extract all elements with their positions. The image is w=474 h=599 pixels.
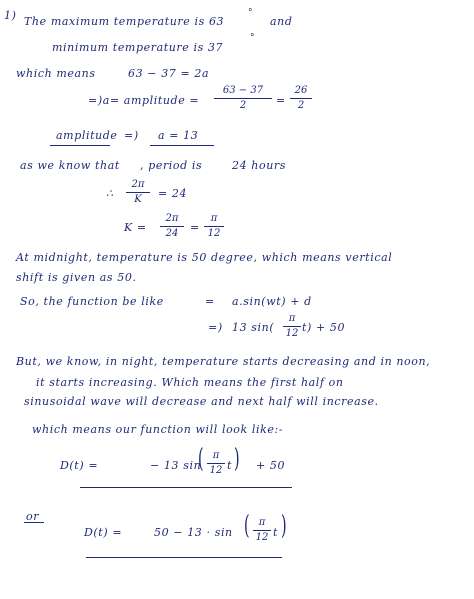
- open-paren-second: (: [244, 511, 250, 541]
- function-like-text: So, the function be like: [20, 295, 164, 308]
- period-is-text: , period is: [140, 159, 203, 172]
- fraction-2pi-over-24: 2π 24: [160, 214, 184, 239]
- general-sine-form: a.sin(wt) + d: [232, 295, 312, 308]
- equals-sign: =: [276, 94, 286, 107]
- arrow-implies-2: =): [208, 321, 223, 334]
- amplitude-label: amplitude: [56, 129, 118, 142]
- max-temperature-text: The maximum temperature is 63: [24, 15, 225, 28]
- midnight-text-line-2: shift is given as 50.: [16, 271, 137, 284]
- decreasing-text-line-2: it starts increasing. Which means the first half on: [36, 376, 344, 389]
- as-we-know-text: as we know that: [20, 159, 120, 172]
- k-equals: K =: [124, 221, 147, 234]
- fraction-63-minus-37-over-2: 63 − 37 2: [214, 86, 272, 111]
- function-lead-in: which means our function will look like:-: [32, 423, 284, 436]
- fifty-minus-13-sin: 50 − 13 · sin: [154, 526, 233, 539]
- arrow-implies: =): [124, 129, 139, 142]
- substituted-sine-end: t) + 50: [302, 321, 346, 334]
- second-answer-underline: [86, 557, 282, 558]
- which-means-text: which means: [16, 67, 96, 80]
- and-text: and: [270, 15, 293, 28]
- plus-50: + 50: [256, 459, 286, 472]
- amplitude-value-underline: [150, 145, 214, 146]
- d-of-t-first: D(t) =: [60, 459, 99, 472]
- problem-number: 1): [4, 9, 17, 22]
- minus-13-sin: − 13 sin: [150, 459, 202, 472]
- equals-sign-k: =: [190, 221, 200, 234]
- t-variable-second: t: [273, 526, 279, 539]
- degree-symbol-max: °: [248, 8, 254, 18]
- d-of-t-second: D(t) =: [84, 526, 123, 539]
- or-text: or: [26, 510, 40, 523]
- fraction-26-over-2: 26 2: [290, 86, 312, 111]
- fraction-pi-over-12: π 12: [204, 214, 224, 239]
- difference-equation: 63 − 37 = 2a: [128, 67, 210, 80]
- amplitude-underline: [50, 145, 110, 146]
- fraction-2pi-over-k: 2π K: [126, 180, 150, 205]
- substituted-sine-start: 13 sin(: [232, 321, 275, 334]
- therefore-symbol: ∴: [106, 187, 114, 200]
- midnight-text-line-1: At midnight, temperature is 50 degree, which means vertical: [16, 251, 393, 264]
- amplitude-equation-label: =)a= amplitude =: [88, 94, 200, 107]
- equals-sign-general: =: [205, 295, 215, 308]
- decreasing-text-line-1: But, we know, in night, temperature starts decreasing and in noon,: [16, 355, 431, 368]
- period-value: 24 hours: [232, 159, 286, 172]
- min-temperature-text: minimum temperature is 37: [52, 41, 224, 54]
- close-paren-first: ): [234, 444, 240, 474]
- fraction-pi-over-12-c: π 12: [207, 451, 225, 476]
- decreasing-text-line-3: sinusoidal wave will decrease and next half will increase.: [24, 395, 379, 408]
- open-paren-first: (: [198, 444, 204, 474]
- t-variable-first: t: [227, 459, 233, 472]
- or-underline: [24, 522, 44, 523]
- fraction-pi-over-12-d: π 12: [253, 518, 271, 543]
- amplitude-value: a = 13: [158, 129, 199, 142]
- close-paren-second: ): [281, 511, 287, 541]
- equals-24: = 24: [158, 187, 188, 200]
- first-answer-underline: [80, 487, 292, 488]
- fraction-pi-over-12-b: π 12: [283, 314, 301, 339]
- degree-symbol-min: °: [250, 33, 256, 43]
